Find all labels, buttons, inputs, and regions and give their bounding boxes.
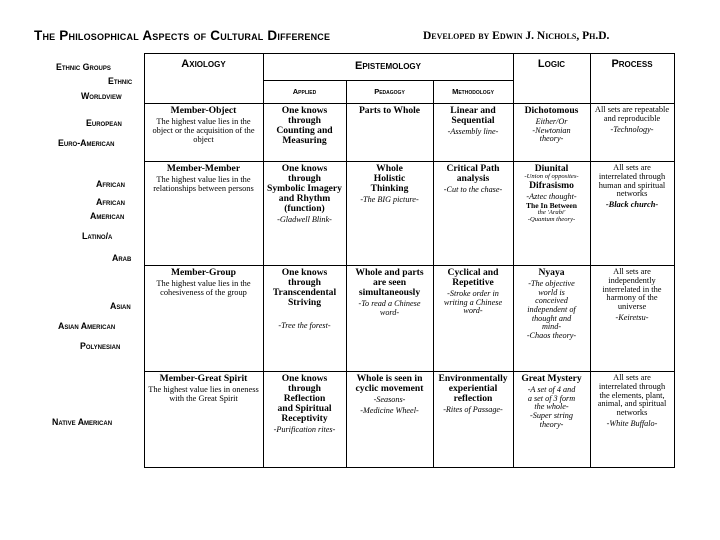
applied-note: -Purification rites-	[273, 425, 336, 435]
group-american: American	[90, 210, 125, 221]
applied-line: through	[288, 115, 321, 127]
header-process: Process	[590, 54, 674, 104]
axiology-title: Member-Group	[170, 267, 236, 278]
logic-line: mind-	[541, 322, 562, 332]
header-ethnic-groups: Ethnic Groups	[56, 61, 111, 72]
axiology-text: The highest value lies in the cohesiveness of the group	[156, 279, 251, 297]
process-cell	[590, 266, 674, 372]
pedagogy-line: are seen	[372, 277, 407, 289]
applied-line: Measuring	[282, 135, 327, 147]
pedagogy-line: cyclic movement	[355, 383, 424, 395]
logic-line: Either/Or	[535, 117, 568, 127]
logic-line: -The objective	[528, 279, 575, 289]
group-asian: Asian	[110, 300, 131, 311]
axiology-text: The highest value lies in the relationships between persons	[153, 175, 254, 193]
axiology-cell	[144, 162, 263, 266]
pedagogy-line: Whole	[376, 163, 403, 174]
pedagogy-line: Whole and parts	[355, 267, 424, 278]
logic-cell	[513, 162, 590, 266]
methodology-note: -Assembly line-	[447, 127, 499, 137]
logic-title: Nyaya	[538, 267, 565, 278]
philosophy-table	[38, 53, 675, 468]
applied-line: through	[288, 173, 321, 185]
pedagogy-cell	[346, 372, 433, 468]
axiology-title: Member-Member	[166, 163, 241, 174]
methodology-title: Linear and Sequential	[450, 105, 496, 127]
applied-line: One knows	[281, 163, 328, 174]
methodology-title: Critical Path analysis	[446, 163, 500, 185]
logic-line: world is	[538, 287, 565, 297]
group-asian-american: Asian American	[58, 320, 116, 331]
pedagogy-cell	[346, 266, 433, 372]
process-note: -Keiretsu-	[615, 313, 649, 323]
pedagogy-cell	[346, 162, 433, 266]
methodology-title: Cyclical and Repetitive	[447, 267, 499, 289]
methodology-cell	[433, 266, 513, 372]
table-row	[38, 372, 674, 468]
axiology-title: Member-Great Spirit	[159, 373, 248, 384]
logic-line: -Newtonian	[532, 125, 571, 135]
applied-line: and Rhythm	[278, 193, 331, 205]
logic-line: a set of 3 form	[527, 393, 576, 403]
group-arab: Arab	[112, 252, 132, 263]
group-polynesian: Polynesian	[80, 340, 121, 351]
header-worldview: Worldview	[81, 90, 122, 101]
process-note: -White Buffalo-	[606, 419, 658, 429]
pedagogy-line: Holistic	[373, 173, 406, 185]
axiology-cell	[144, 104, 263, 162]
logic-title: Great Mystery	[521, 373, 582, 384]
logic-line: the whole-	[534, 402, 569, 412]
axiology-title: Member-Object	[170, 105, 237, 116]
applied-line: Symbolic Imagery	[267, 183, 342, 195]
process-text: All sets are independently interrelated in the harmony of the universe	[602, 267, 662, 312]
logic-note: -Aztec thought-	[526, 192, 577, 202]
pedagogy-note: -Seasons-	[373, 395, 406, 405]
logic-bold: Difrasismo	[529, 179, 574, 191]
applied-line: One knows	[281, 105, 328, 116]
logic-line: theory-	[539, 134, 564, 144]
applied-line: One knows	[281, 267, 328, 278]
logic-bold2: The In Between	[525, 200, 578, 210]
group-latino: Latino/a	[82, 230, 113, 241]
group-african-2: African	[96, 196, 126, 207]
pedagogy-line: Whole is seen in	[356, 373, 423, 384]
ethnic-cell	[38, 372, 144, 468]
logic-line: -Chaos theory-	[526, 330, 577, 340]
applied-line: (function)	[284, 203, 325, 215]
axiology-cell	[144, 372, 263, 468]
document-author: Developed by Edwin J. Nichols, Ph.D.	[423, 30, 610, 42]
applied-line: Counting and	[276, 125, 333, 137]
pedagogy-note: -Medicine Wheel-	[360, 405, 419, 415]
logic-cell	[513, 372, 590, 468]
header-logic: Logic	[513, 54, 590, 104]
logic-cell	[513, 104, 590, 162]
group-euro-american: Euro-American	[58, 137, 115, 148]
applied-line: Transcendental	[272, 287, 337, 299]
logic-tiny: -Union of opposites-	[524, 173, 579, 181]
axiology-text: The highest value lies in oneness with the Great Spirit	[148, 385, 259, 403]
logic-line: conceived	[535, 296, 568, 306]
methodology-cell	[433, 372, 513, 468]
ethnic-cell	[38, 162, 144, 266]
methodology-cell	[433, 162, 513, 266]
group-european: European	[86, 117, 122, 128]
logic-line: -Super string	[530, 410, 573, 420]
pedagogy-line: Thinking	[370, 183, 409, 195]
header-pedagogy: Pedagogy	[346, 81, 433, 104]
methodology-title: Environmentally experiential reflection	[438, 373, 508, 405]
pedagogy-note: -The BIG picture-	[360, 195, 419, 205]
applied-cell	[263, 162, 346, 266]
group-african: African	[96, 178, 126, 189]
pedagogy-line: Parts to Whole	[358, 105, 421, 116]
applied-note: -Gladwell Blink-	[277, 215, 332, 225]
logic-line: -A set of 4 and	[527, 385, 576, 395]
ethnic-cell	[38, 104, 144, 162]
applied-cell	[263, 372, 346, 468]
group-native-american: Native American	[52, 416, 113, 427]
logic-cell	[513, 266, 590, 372]
applied-line: through	[288, 277, 321, 289]
applied-line: One knows	[281, 373, 328, 384]
pedagogy-line: simultaneously	[358, 287, 421, 299]
process-cell	[590, 372, 674, 468]
header-methodology: Methodology	[433, 81, 513, 104]
process-note: -Black church-	[605, 200, 659, 210]
logic-tiny3: -Quantum theory-	[527, 215, 576, 223]
methodology-note: -Rites of Passage-	[443, 405, 503, 415]
header-axiology: Axiology	[144, 54, 263, 104]
logic-title: Diunital	[534, 163, 569, 174]
header-epistemology: Epistemology	[263, 54, 513, 81]
methodology-note: -Cut to the chase-	[443, 185, 503, 195]
applied-line: through Reflection	[283, 383, 326, 405]
process-text: All sets are interrelated through human and spiritual networks	[598, 163, 666, 199]
header-ethnic: Ethnic	[108, 75, 133, 86]
table-row	[38, 266, 674, 372]
process-note: -Technology-	[610, 124, 654, 134]
pedagogy-note: -To read a Chinese word-	[358, 299, 421, 317]
axiology-text: The highest value lies in the object or the acquisition of the object	[152, 117, 255, 144]
logic-line: thought and	[531, 313, 572, 323]
pedagogy-cell	[346, 104, 433, 162]
applied-line: Receptivity	[281, 413, 328, 425]
process-cell	[590, 104, 674, 162]
logic-tiny2: the 'Arabi'	[537, 208, 566, 216]
ethnic-cell	[38, 266, 144, 372]
logic-line: theory-	[539, 419, 564, 429]
axiology-cell	[144, 266, 263, 372]
ethnic-header-cell	[38, 54, 144, 104]
header-applied: Applied	[263, 81, 346, 104]
applied-line: and Spiritual	[277, 403, 332, 415]
process-text: All sets are interrelated through the elements, plant, animal, and spiritual networks	[597, 373, 667, 418]
applied-note: -Tree the forest-	[278, 321, 331, 331]
logic-title: Dichotomous	[524, 105, 579, 116]
process-cell	[590, 162, 674, 266]
methodology-cell	[433, 104, 513, 162]
logic-line: independent of	[527, 304, 576, 314]
methodology-note: -Stroke order in writing a Chinese word-	[443, 289, 503, 316]
applied-cell	[263, 104, 346, 162]
process-text: All sets are repeatable and reproducible	[594, 105, 670, 123]
applied-cell	[263, 266, 346, 372]
applied-line: Striving	[287, 297, 322, 309]
table-row	[38, 162, 674, 266]
document-title: The Philosophical Aspects of Cultural Difference	[34, 28, 331, 43]
table-row	[38, 104, 674, 162]
